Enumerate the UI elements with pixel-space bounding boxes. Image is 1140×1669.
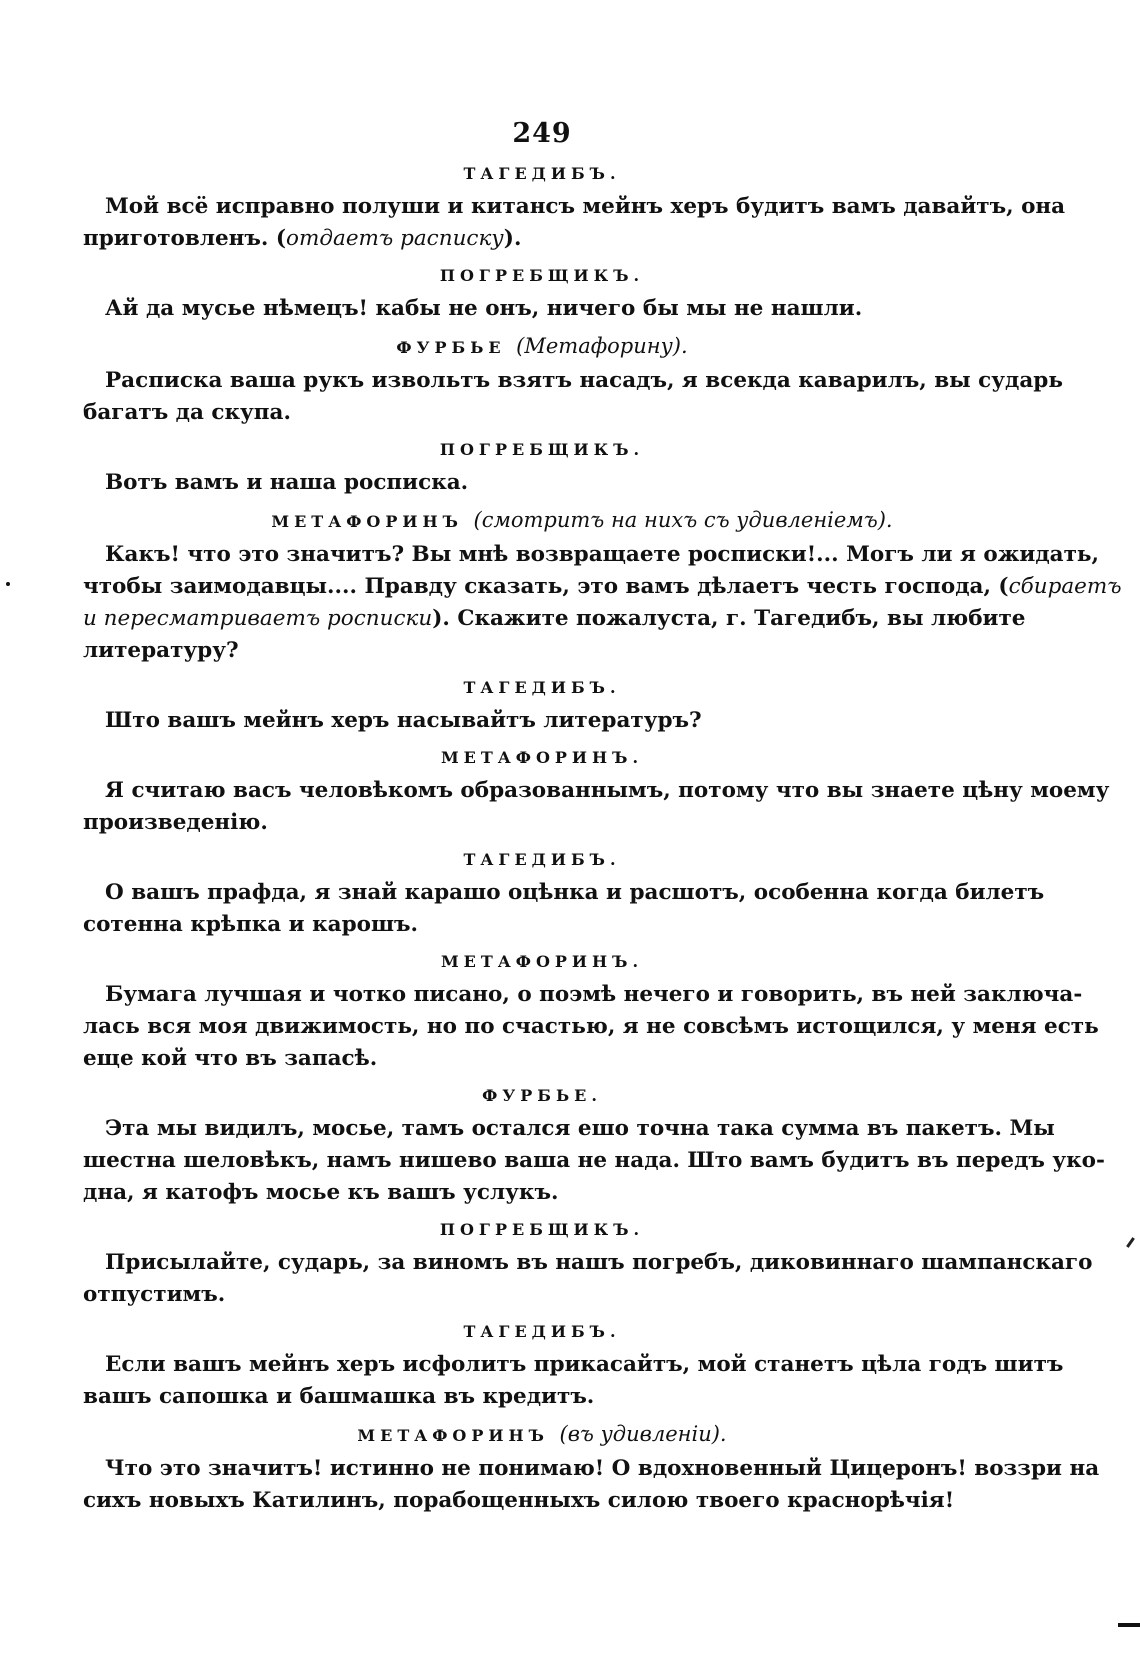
speaker-heading [83, 1321, 1001, 1343]
page-body [83, 118, 1122, 1517]
line-text: дна, я катофъ мосье къ вашъ услукъ. [83, 1180, 559, 1205]
text-line [83, 365, 1063, 397]
text-line [83, 705, 1001, 737]
text-line [83, 1349, 1064, 1381]
line-text: багатъ да скупа. [83, 400, 291, 425]
italic-direction: сбираетъ [1008, 574, 1122, 599]
speaker-name: ТАГЕДИБЪ. [463, 678, 621, 697]
text-line [83, 1453, 1100, 1485]
line-text: Што вашъ мейнъ херъ насывайтъ литературъ? [105, 708, 702, 733]
line-text: литературу? [83, 638, 239, 663]
text-line [83, 191, 1066, 223]
line-text: шестна шеловѣкъ, намъ нишево ваша не нада. Што вамъ будитъ въ передъ уко- [83, 1148, 1105, 1173]
italic-direction: и пересматриваетъ росписки [83, 606, 433, 631]
speaker-name: МЕТАФОРИНЪ. [440, 748, 644, 767]
dialogue [83, 163, 1122, 1517]
line-text: вашъ сапошка и башмашка въ кредитъ. [83, 1384, 595, 1409]
text-line [83, 467, 1001, 499]
speaker-name: ТАГЕДИБЪ. [463, 1322, 621, 1341]
text-line [83, 1485, 1001, 1517]
speaker-name: ТАГЕДИБЪ. [463, 164, 621, 183]
speaker-heading [83, 849, 1001, 871]
line-text: приготовленъ. ( [83, 226, 287, 251]
speaker-heading [83, 509, 1001, 533]
line-text: ). Скажите пожалуста, г. Тагедибъ, вы любите [432, 606, 1026, 631]
line-text: еще кой что въ запасѣ. [83, 1046, 378, 1071]
line-text: Что это значитъ! истинно не понимаю! О вдохновенный Цицеронъ! воззри на [105, 1456, 1100, 1481]
line-text: Бумага лучшая и чотко писано, о поэмѣ нечего и говорить, въ ней заключа- [105, 982, 1083, 1007]
speaker-heading [83, 677, 1001, 699]
text-line [83, 1043, 1001, 1075]
line-text: Эта мы видилъ, мосье, тамъ остался ешо точна така сумма въ пакетъ. Мы [105, 1116, 1055, 1141]
text-line [83, 571, 1122, 603]
text-line [83, 397, 1001, 429]
text-line [83, 1113, 1055, 1145]
text-line [83, 909, 1001, 941]
text-line [83, 1247, 1093, 1279]
line-text: сотенна крѣпка и карошъ. [83, 912, 419, 937]
text-line [83, 1381, 1001, 1413]
speaker-name: ПОГРЕБЩИКЪ. [439, 440, 645, 459]
speaker-heading [83, 1219, 1001, 1241]
stage-direction: (смотритъ на нихъ съ удивленіемъ). [473, 508, 893, 532]
speaker-heading [83, 1423, 1001, 1447]
text-line [83, 979, 1083, 1011]
page-number: 249 [512, 118, 572, 149]
speaker-name: ПОГРЕБЩИКЪ. [439, 266, 645, 285]
text-line [83, 775, 1110, 807]
speaker-heading [83, 747, 1001, 769]
text-line [83, 635, 1001, 667]
line-text: отпустимъ. [83, 1282, 226, 1307]
speaker-heading [83, 1085, 1001, 1107]
speaker-name: ПОГРЕБЩИКЪ. [439, 1220, 645, 1239]
margin-tick [1126, 1237, 1135, 1248]
text-line [83, 223, 1001, 255]
corner-mark [1118, 1623, 1140, 1627]
speaker-name: МЕТАФОРИНЪ. [440, 952, 644, 971]
line-text: ). [503, 226, 522, 251]
speaker-heading [83, 265, 1001, 287]
text-line [83, 603, 1026, 635]
speaker-name: МЕТАФОРИНЪ [357, 1426, 549, 1445]
italic-direction: отдаетъ расписку [286, 226, 504, 251]
line-text: лась вся моя движимость, но по счастью, я не совсѣмъ истощился, у меня есть [83, 1014, 1099, 1039]
line-text: Какъ! что это значитъ? Вы мнѣ возвращаете росписки!... Могъ ли я ожидать, [105, 542, 1100, 567]
line-text: Если вашъ мейнъ херъ исфолитъ прикасайтъ, мой станетъ цѣла годъ шитъ [105, 1352, 1064, 1377]
text-line [83, 1011, 1099, 1043]
line-text: Расписка ваша рукъ извольтъ взятъ насадъ, я всекда каварилъ, вы сударь [105, 368, 1063, 393]
stage-direction: (въ удивленіи). [559, 1422, 727, 1446]
speaker-name: ТАГЕДИБЪ. [463, 850, 621, 869]
text-line [83, 877, 1045, 909]
line-text: чтобы заимодавцы.... Правду сказать, это вамъ дѣлаетъ честь господа, ( [83, 574, 1009, 599]
speaker-heading [83, 163, 1001, 185]
text-line [83, 293, 1001, 325]
line-text: Я считаю васъ человѣкомъ образованнымъ, потому что вы знаете цѣну моему [105, 778, 1110, 803]
stage-direction: (Метафорину). [516, 334, 688, 358]
text-line [83, 1177, 1001, 1209]
speaker-heading [83, 335, 1001, 359]
line-text: сихъ новыхъ Катилинъ, порабощенныхъ силою твоего краснорѣчія! [83, 1488, 955, 1513]
text-line [83, 807, 1001, 839]
line-text: Присылайте, сударь, за виномъ въ нашъ погребъ, диковиннаго шампанскаго [105, 1250, 1093, 1275]
line-text: О вашъ прафда, я знай карашо оцѣнка и расшотъ, особенна когда билетъ [105, 880, 1045, 905]
line-text: произведенію. [83, 810, 268, 835]
margin-dot [6, 582, 10, 586]
text-line [83, 539, 1100, 571]
speaker-name: МЕТАФОРИНЪ [271, 512, 463, 531]
speaker-heading [83, 951, 1001, 973]
text-line [83, 1145, 1105, 1177]
line-text: Мой всё исправно полуши и китансъ мейнъ херъ будитъ вамъ давайтъ, она [105, 194, 1066, 219]
text-line [83, 1279, 1001, 1311]
speaker-name: ФУРБЬЕ [396, 338, 506, 357]
speaker-name: ФУРБЬЕ. [482, 1086, 602, 1105]
line-text: Ай да мусье нѣмецъ! кабы не онъ, ничего бы мы не нашли. [105, 296, 863, 321]
speaker-heading [83, 439, 1001, 461]
line-text: Вотъ вамъ и наша росписка. [105, 470, 469, 495]
